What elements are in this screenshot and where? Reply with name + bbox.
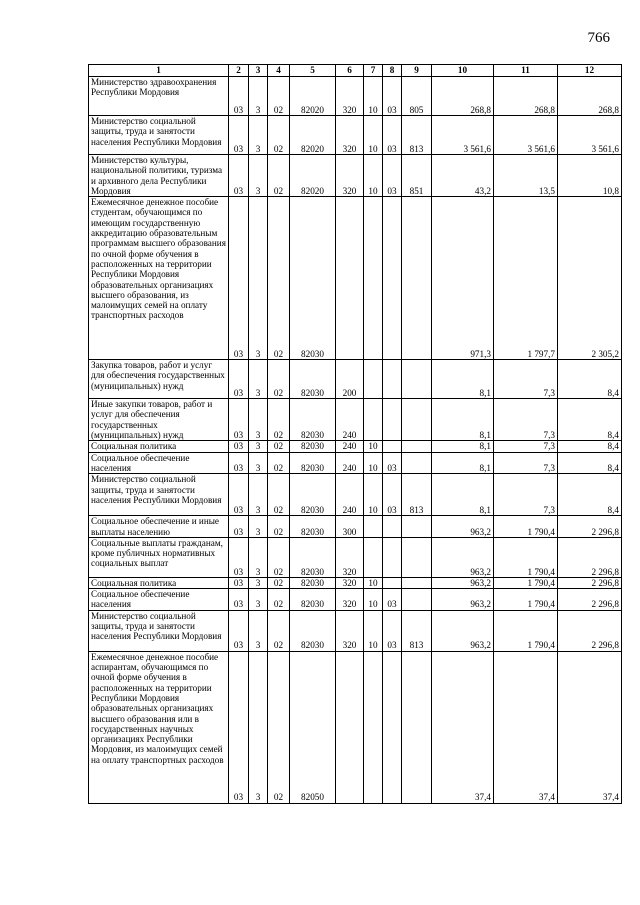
code-cell [383,577,402,588]
row-name: Закупка товаров, работ и услуг для обеспечения государственных (муниципальных) нужд [89,360,229,399]
code-cell: 82030 [290,474,336,516]
code-cell: 03 [229,399,249,441]
code-cell: 02 [268,537,290,577]
amount-cell: 8,4 [558,474,622,516]
amount-cell: 10,8 [558,155,622,197]
code-cell [402,197,432,360]
code-cell [383,537,402,577]
amount-cell: 8,1 [432,399,494,441]
table-row [89,197,622,360]
budget-table [88,64,622,804]
amount-cell: 1 790,4 [494,537,558,577]
code-cell [402,441,432,452]
row-name: Ежемесячное денежное пособие аспирантам, обучающимся по очной форме обучения в расположенных на территории Республики Мордовия образовательных организациях высшего образования или в государственных научных организациях Республики Мордовия, из малоимущих семей на оплату транспортных расходов [89,651,229,803]
code-cell: 240 [336,441,364,452]
amount-cell: 8,1 [432,360,494,399]
amount-cell: 8,4 [558,452,622,474]
code-cell: 240 [336,399,364,441]
amount-cell: 2 296,8 [558,589,622,611]
table-row [89,116,622,155]
table-row [89,537,622,577]
amount-cell: 2 296,8 [558,610,622,651]
code-cell: 82020 [290,116,336,155]
header-cell: 8 [383,65,402,77]
amount-cell: 3 561,6 [558,116,622,155]
code-cell: 3 [249,516,268,538]
table-row [89,474,622,516]
code-cell: 10 [364,452,383,474]
code-cell: 3 [249,537,268,577]
code-cell: 10 [364,77,383,116]
code-cell: 82030 [290,452,336,474]
code-cell: 82030 [290,610,336,651]
code-cell: 02 [268,77,290,116]
code-cell: 3 [249,360,268,399]
code-cell: 03 [229,77,249,116]
code-cell: 03 [229,452,249,474]
table-row [89,610,622,651]
table-row [89,155,622,197]
amount-cell: 963,2 [432,577,494,588]
code-cell: 82020 [290,155,336,197]
code-cell: 10 [364,589,383,611]
code-cell [364,360,383,399]
code-cell: 200 [336,360,364,399]
page-number: 766 [587,30,610,46]
table-row [89,452,622,474]
code-cell: 82030 [290,441,336,452]
code-cell [402,452,432,474]
code-cell [364,197,383,360]
header-cell: 11 [494,65,558,77]
amount-cell: 2 296,8 [558,516,622,538]
code-cell: 3 [249,577,268,588]
code-cell [402,360,432,399]
amount-cell: 8,1 [432,474,494,516]
row-name: Министерство здравоохранения Республики Мордовия [89,77,229,116]
header-cell: 5 [290,65,336,77]
table-row [89,441,622,452]
code-cell [402,399,432,441]
code-cell: 240 [336,452,364,474]
table-row [89,399,622,441]
code-cell [336,197,364,360]
code-cell: 02 [268,610,290,651]
code-cell [383,516,402,538]
amount-cell: 1 797,7 [494,197,558,360]
code-cell: 03 [229,360,249,399]
code-cell: 02 [268,360,290,399]
code-cell: 3 [249,399,268,441]
code-cell: 03 [229,197,249,360]
header-cell: 9 [402,65,432,77]
code-cell [402,516,432,538]
code-cell: 3 [249,197,268,360]
code-cell: 10 [364,610,383,651]
row-name: Ежемесячное денежное пособие студентам, обучающимся по имеющим государственную аккредитацию образовательным программам высшего образования по очной форме обучения в расположенных на территории Республики Мордовия образовательных организациях высшего образования, из малоимущих семей на оплату транспортных расходов [89,197,229,360]
code-cell: 240 [336,474,364,516]
code-cell: 03 [229,441,249,452]
amount-cell: 7,3 [494,441,558,452]
code-cell: 03 [383,77,402,116]
code-cell [402,651,432,803]
code-cell: 02 [268,116,290,155]
row-name: Социальная политика [89,441,229,452]
header-cell: 2 [229,65,249,77]
amount-cell: 8,1 [432,441,494,452]
code-cell [402,537,432,577]
code-cell: 82030 [290,577,336,588]
amount-cell: 7,3 [494,399,558,441]
amount-cell: 1 790,4 [494,516,558,538]
row-name: Иные закупки товаров, работ и услуг для обеспечения государственных (муниципальных) нужд [89,399,229,441]
amount-cell: 1 790,4 [494,577,558,588]
table-row [89,651,622,803]
amount-cell: 7,3 [494,452,558,474]
code-cell: 3 [249,441,268,452]
code-cell: 320 [336,589,364,611]
header-cell: 3 [249,65,268,77]
code-cell: 813 [402,610,432,651]
code-cell: 03 [383,589,402,611]
table-row [89,589,622,611]
code-cell: 10 [364,116,383,155]
code-cell: 03 [229,155,249,197]
header-cell: 7 [364,65,383,77]
code-cell: 02 [268,474,290,516]
amount-cell: 43,2 [432,155,494,197]
code-cell: 82030 [290,399,336,441]
amount-cell: 8,4 [558,441,622,452]
code-cell: 03 [229,589,249,611]
table-row [89,360,622,399]
code-cell: 82030 [290,197,336,360]
code-cell: 851 [402,155,432,197]
amount-cell: 963,2 [432,516,494,538]
code-cell: 03 [383,610,402,651]
code-cell: 10 [364,577,383,588]
code-cell: 3 [249,651,268,803]
code-cell: 10 [364,155,383,197]
amount-cell: 8,4 [558,399,622,441]
amount-cell: 2 305,2 [558,197,622,360]
code-cell: 02 [268,516,290,538]
code-cell [383,399,402,441]
code-cell: 3 [249,116,268,155]
code-cell: 3 [249,77,268,116]
table-row [89,577,622,588]
code-cell: 3 [249,610,268,651]
amount-cell: 268,8 [432,77,494,116]
row-name: Социальное обеспечение и иные выплаты населению [89,516,229,538]
code-cell: 3 [249,474,268,516]
code-cell: 82050 [290,651,336,803]
code-cell: 02 [268,589,290,611]
row-name: Министерство культуры, национальной политики, туризма и архивного дела Республики Мордовия [89,155,229,197]
code-cell: 02 [268,452,290,474]
code-cell: 03 [383,155,402,197]
row-name: Социальное обеспечение населения [89,452,229,474]
code-cell: 82030 [290,360,336,399]
header-cell: 10 [432,65,494,77]
row-name: Социальная политика [89,577,229,588]
code-cell [364,651,383,803]
header-cell: 12 [558,65,622,77]
code-cell: 82020 [290,77,336,116]
code-cell: 320 [336,77,364,116]
code-cell: 02 [268,399,290,441]
amount-cell: 971,3 [432,197,494,360]
code-cell: 3 [249,155,268,197]
amount-cell: 37,4 [432,651,494,803]
code-cell: 320 [336,155,364,197]
amount-cell: 2 296,8 [558,577,622,588]
code-cell [336,651,364,803]
row-name: Министерство социальной защиты, труда и занятости населения Республики Мордовия [89,610,229,651]
code-cell [364,399,383,441]
code-cell: 03 [229,116,249,155]
table-row [89,77,622,116]
code-cell: 320 [336,116,364,155]
code-cell [383,651,402,803]
code-cell: 805 [402,77,432,116]
code-cell: 82030 [290,516,336,538]
amount-cell: 268,8 [494,77,558,116]
header-cell: 1 [89,65,229,77]
amount-cell: 37,4 [494,651,558,803]
code-cell [402,589,432,611]
amount-cell: 963,2 [432,589,494,611]
code-cell [383,197,402,360]
header-cell: 4 [268,65,290,77]
code-cell: 03 [229,577,249,588]
code-cell [364,516,383,538]
code-cell: 320 [336,577,364,588]
amount-cell: 8,4 [558,360,622,399]
row-name: Социальные выплаты гражданам, кроме публичных нормативных социальных выплат [89,537,229,577]
amount-cell: 2 296,8 [558,537,622,577]
code-cell: 813 [402,116,432,155]
code-cell: 03 [229,651,249,803]
code-cell: 300 [336,516,364,538]
code-cell: 10 [364,474,383,516]
code-cell: 82030 [290,537,336,577]
code-cell [383,360,402,399]
code-cell: 03 [229,516,249,538]
code-cell: 03 [383,474,402,516]
row-name: Социальное обеспечение населения [89,589,229,611]
code-cell: 82030 [290,589,336,611]
amount-cell: 3 561,6 [494,116,558,155]
code-cell: 320 [336,537,364,577]
amount-cell: 268,8 [558,77,622,116]
amount-cell: 37,4 [558,651,622,803]
amount-cell: 7,3 [494,360,558,399]
code-cell: 02 [268,577,290,588]
header-row [89,65,622,77]
row-name: Министерство социальной защиты, труда и занятости населения Республики Мордовия [89,474,229,516]
code-cell [383,441,402,452]
amount-cell: 963,2 [432,610,494,651]
code-cell [364,537,383,577]
code-cell: 03 [383,116,402,155]
amount-cell: 1 790,4 [494,589,558,611]
amount-cell: 3 561,6 [432,116,494,155]
amount-cell: 7,3 [494,474,558,516]
code-cell: 3 [249,589,268,611]
code-cell: 03 [383,452,402,474]
code-cell: 320 [336,610,364,651]
code-cell: 02 [268,441,290,452]
code-cell: 02 [268,155,290,197]
code-cell: 02 [268,197,290,360]
code-cell: 10 [364,441,383,452]
code-cell [402,577,432,588]
header-cell: 6 [336,65,364,77]
amount-cell: 963,2 [432,537,494,577]
code-cell: 02 [268,651,290,803]
code-cell: 813 [402,474,432,516]
row-name: Министерство социальной защиты, труда и занятости населения Республики Мордовия [89,116,229,155]
code-cell: 03 [229,537,249,577]
amount-cell: 1 790,4 [494,610,558,651]
code-cell: 3 [249,452,268,474]
table-row [89,516,622,538]
code-cell: 03 [229,474,249,516]
code-cell: 03 [229,610,249,651]
amount-cell: 8,1 [432,452,494,474]
amount-cell: 13,5 [494,155,558,197]
